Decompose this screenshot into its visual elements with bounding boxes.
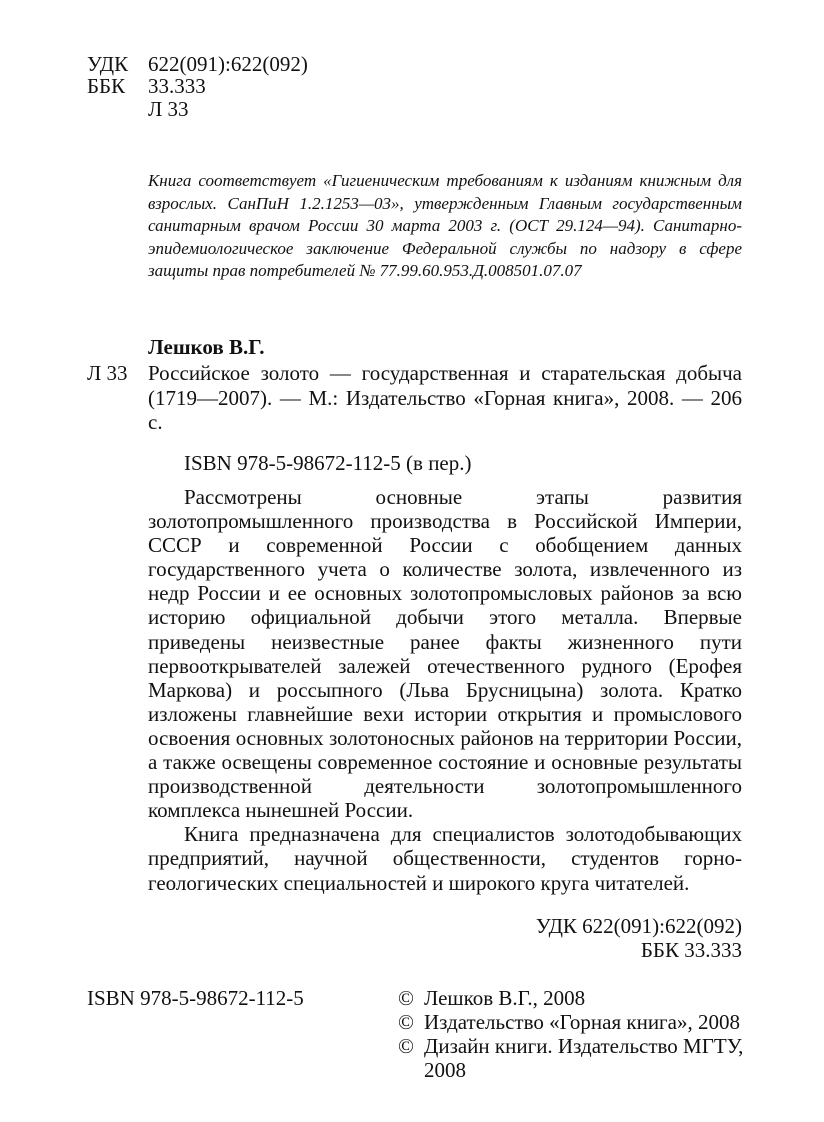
abstract-paragraph-1: Рассмотрены основные этапы развития золотопромышленного производства в Российской Империи, СССР и современной России с обобщением данных государственного учета о количестве золота, извлеченного из недр России и ее основных золотопромысловых районов за всю историю официальной добычи этого металла. Впервые приведены неизвестные ранее факты жизненного пути первооткрывателей залежей отечественного рудного (Ерофея Маркова) и россыпного (Льва Брусницына) золота. Кратко изложены главнейшие вехи истории открытия и промыслового освоения основных золотоносных районов на территории России, а также освещены современное состояние и основные результаты производственной деятельности золотопромышленного комплекса нынешней России. [148, 485, 742, 823]
bbk-value: 33.333 [148, 74, 206, 98]
classification-block [536, 914, 742, 962]
copyright-text: Издательство «Горная книга», 2008 [424, 1010, 740, 1034]
author-mark-margin: Л 33 [87, 361, 128, 385]
copyright-icon: © [398, 986, 414, 1010]
abstract-paragraph-2: Книга предназначена для специалистов золотодобывающих предприятий, научной общественности, студентов горно-геологических специальностей и широкого круга читателей. [148, 822, 742, 895]
bbk-bottom: ББК 33.333 [640, 938, 742, 962]
udk-value: 622(091):622(092) [148, 52, 308, 76]
isbn-footer: ISBN 978-5-98672-112-5 [87, 986, 304, 1010]
udk-bottom: УДК 622(091):622(092) [535, 914, 742, 938]
book-abstract [148, 485, 742, 895]
copyright-text: Дизайн книги. Издательство МГТУ, 2008 [424, 1034, 744, 1082]
udk-label: УДК [87, 52, 129, 76]
copyright-item [398, 986, 748, 1010]
copyright-list [398, 986, 748, 1082]
copyright-icon: © [398, 1010, 414, 1034]
bibliographic-description: Российское золото — государственная и старательская добыча (1719—2007). — М.: Издательство «Горная книга», 2008. — 206 с. [148, 361, 742, 434]
hygienic-notice: Книга соответствует «Гигиеническим требованиям к изданиям книжным для взрослых. СанПиН 1.2.1253—03», утвержденным Главным государственным санитарным врачом России 30 марта 2003 г. (ОСТ 29.124—94). Санитарно-эпидемиологическое заключение Федеральной службы по надзору в сфере защиты прав потребителей № 77.99.60.953.Д.008501.07.07 [148, 171, 742, 281]
copyright-item [398, 1010, 748, 1034]
bbk-label: ББК [87, 74, 126, 98]
copyright-icon: © [398, 1034, 414, 1058]
author-mark-header: Л 33 [148, 97, 189, 121]
isbn-binding: ISBN 978-5-98672-112-5 (в пер.) [184, 451, 472, 475]
copyright-text: Лешков В.Г., 2008 [424, 986, 586, 1010]
copyright-item [398, 1034, 748, 1082]
book-author: Лешков В.Г. [148, 335, 265, 359]
